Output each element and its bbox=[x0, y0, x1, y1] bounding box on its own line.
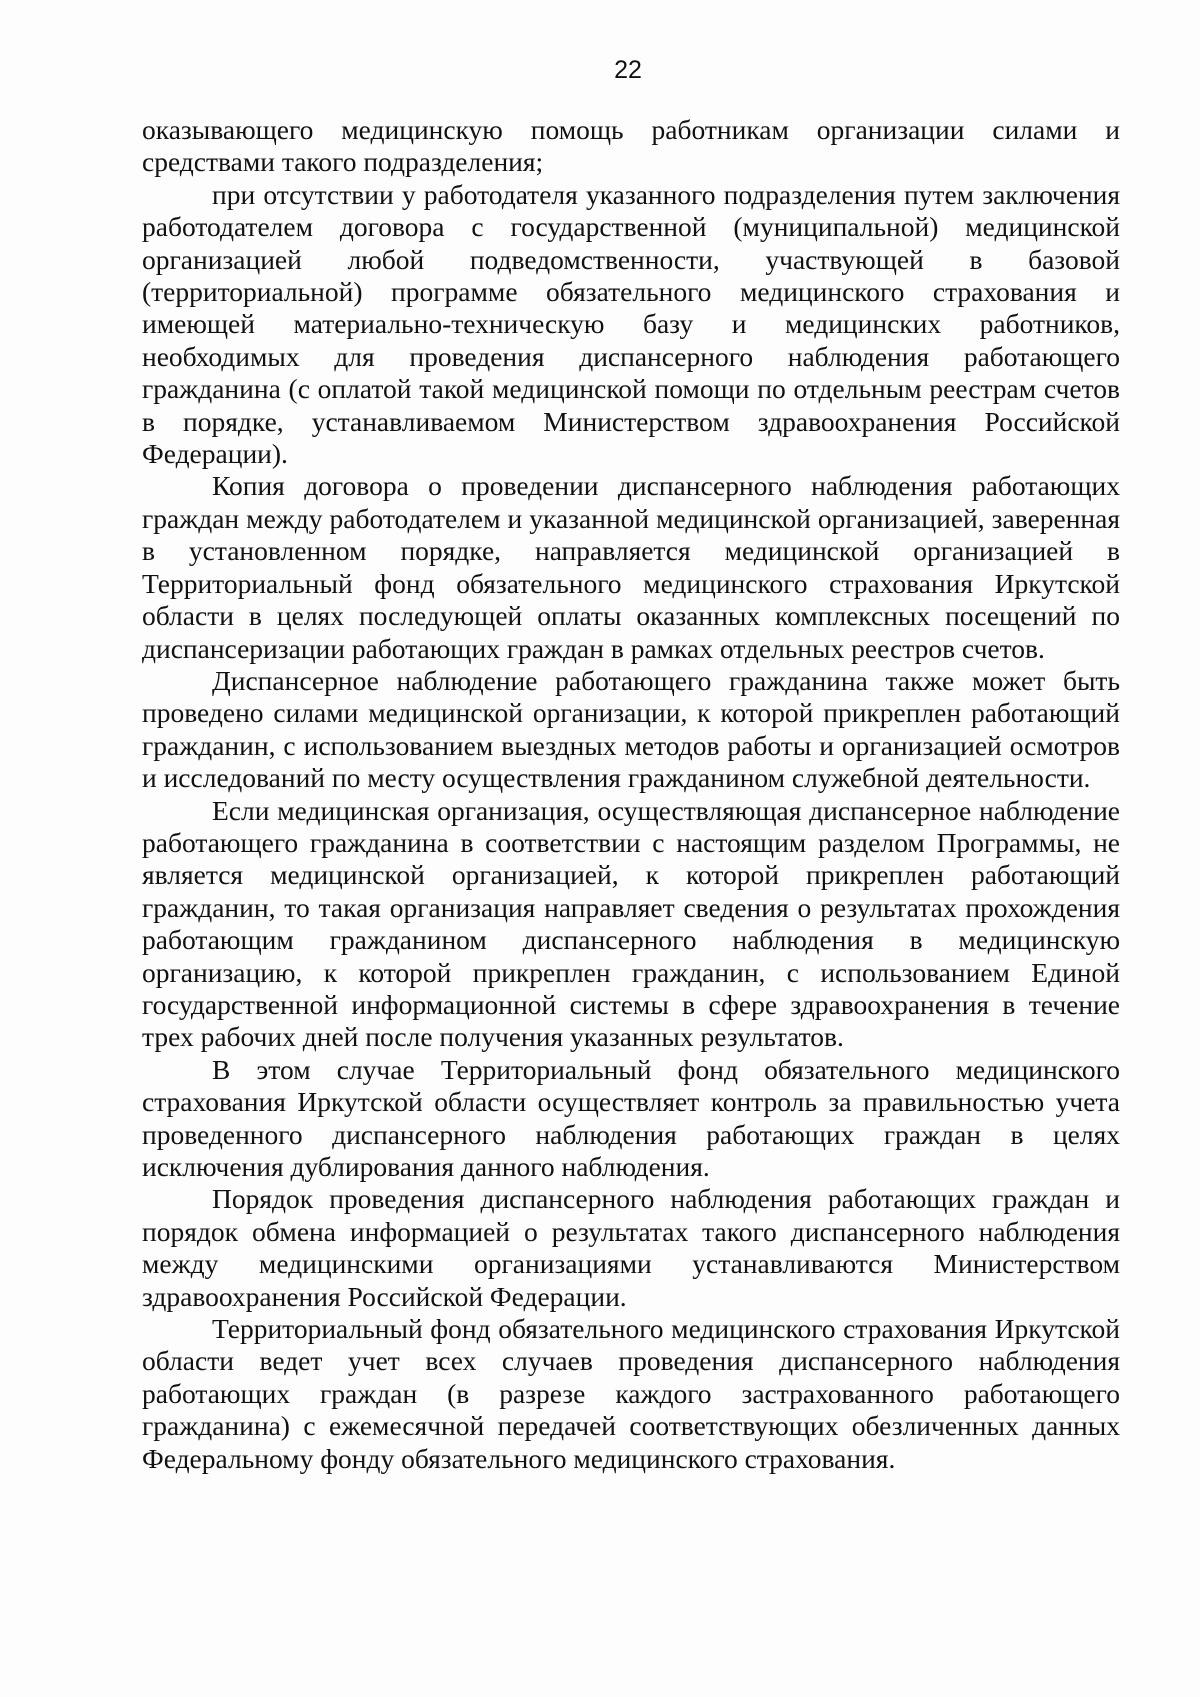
paragraph-attached-organization: Диспансерное наблюдение работающего гражданина также может быть проведено силами медицинской организации, к которой прикреплен работающий гражданин, с использованием выездных методов работы и организацией осмотров и исследований по месту осуществления гражданином служебной деятельности. bbox=[142, 664, 1120, 794]
paragraph-employer-contract: при отсутствии у работодателя указанного подразделения путем заключения работодателем договора с государственной (муниципальной) медицинской организацией любой подведомственности, участвующей в базовой (территориальной) программе обязательного медицинского страхования и имеющей материально-техническую базу и медицинских работников, необходимых для проведения диспансерного наблюдения работающего гражданина (с оплатой такой медицинской помощи по отдельным реестрам счетов в порядке, устанавливаемом Министерством здравоохранения Российской Федерации). bbox=[142, 178, 1120, 470]
paragraph-fund-accounting: Территориальный фонд обязательного медицинского страхования Иркутской области ведет учет всех случаев проведения диспансерного наблюдения работающих граждан (в разрезе каждого застрахованного работающего гражданина) с ежемесячной передачей соответствующих обезличенных данных Федеральному фонду обязательного медицинского страхования. bbox=[142, 1313, 1120, 1474]
paragraph-continuation: оказывающего медицинскую помощь работникам организации силами и средствами такого подразделения; bbox=[142, 114, 1120, 178]
paragraph-results-transfer: Если медицинская организация, осуществляющая диспансерное наблюдение работающего гражданина в соответствии с настоящим разделом Программы, не является медицинской организацией, к которой прикреплен работающий гражданин, то такая организация направляет сведения о результатах прохождения работающим гражданином диспансерного наблюдения в медицинскую организацию, к которой прикреплен гражданин, с использованием Единой государственной информационной системы в сфере здравоохранения в течение трех рабочих дней после получения указанных результатов. bbox=[142, 794, 1120, 1053]
document-body bbox=[142, 114, 1120, 1475]
paragraph-contract-copy: Копия договора о проведении диспансерного наблюдения работающих граждан между работодателем и указанной медицинской организацией, заверенная в установленном порядке, направляется медицинской организацией в Территориальный фонд обязательного медицинского страхования Иркутской области в целях последующей оплаты оказанных комплексных посещений по диспансеризации работающих граждан в рамках отдельных реестров счетов. bbox=[142, 470, 1120, 664]
page-number: 22 bbox=[614, 56, 642, 84]
paragraph-fund-control: В этом случае Территориальный фонд обязательного медицинского страхования Иркутской области осуществляет контроль за правильностью учета проведенного диспансерного наблюдения работающих граждан в целях исключения дублирования данного наблюдения. bbox=[142, 1053, 1120, 1182]
paragraph-procedure: Порядок проведения диспансерного наблюдения работающих граждан и порядок обмена информацией о результатах такого диспансерного наблюдения между медицинскими организациями устанавливаются Министерством здравоохранения Российской Федерации. bbox=[142, 1183, 1120, 1312]
